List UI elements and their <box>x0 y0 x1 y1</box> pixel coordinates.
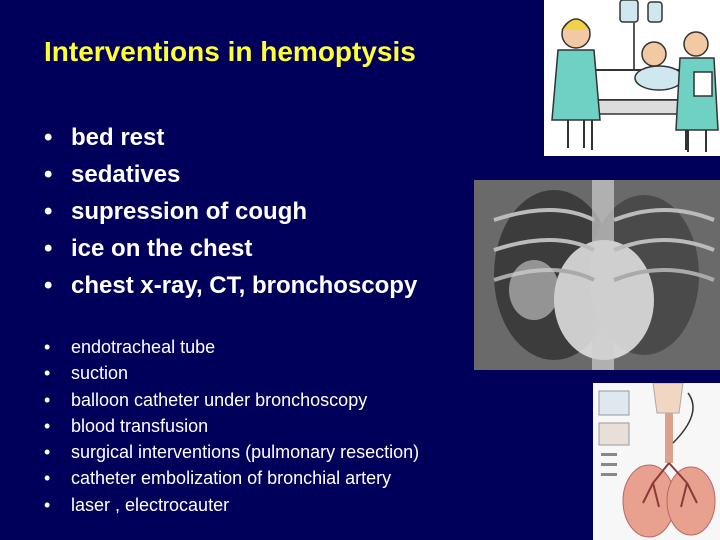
list-item-label: balloon catheter under bronchoscopy <box>71 389 368 410</box>
bullet-icon: • <box>44 124 53 151</box>
sub-bullet-list <box>44 334 419 518</box>
bullet-icon: • <box>44 363 51 384</box>
list-item-label: suction <box>71 363 129 384</box>
list-item <box>44 413 419 439</box>
list-item <box>44 439 419 465</box>
bullet-icon: • <box>44 337 51 357</box>
list-item <box>44 334 419 360</box>
lungs-bronchoscope-illustration <box>593 383 720 540</box>
bullet-icon: • <box>44 389 51 410</box>
list-item-label: surgical interventions (pulmonary resection) <box>71 442 420 463</box>
list-item <box>44 156 417 193</box>
bullet-icon: • <box>44 198 53 225</box>
hospital-scene-illustration <box>544 0 720 156</box>
list-item <box>44 230 417 267</box>
list-item <box>44 360 419 386</box>
list-item <box>44 387 419 413</box>
list-item-label: supression of cough <box>71 198 308 225</box>
list-item-label: laser , electrocauter <box>71 494 230 515</box>
bronchoscopy-diagram-image <box>593 383 720 540</box>
list-item-label: catheter embolization of bronchial artery <box>71 468 392 489</box>
main-bullet-list <box>44 119 417 304</box>
list-item-label: chest x-ray, CT, bronchoscopy <box>71 272 418 299</box>
hospital-cartoon-image <box>544 0 720 156</box>
list-item <box>44 119 417 156</box>
bullet-icon: • <box>44 161 53 188</box>
list-item <box>44 267 417 304</box>
bullet-icon: • <box>44 272 53 299</box>
list-item-label: endotracheal tube <box>71 337 216 357</box>
list-item <box>44 193 417 230</box>
list-item-label: ice on the chest <box>71 235 253 262</box>
bullet-icon: • <box>44 235 53 262</box>
slide-title: Interventions in hemoptysis <box>44 36 416 67</box>
list-item <box>44 492 419 518</box>
bullet-icon: • <box>44 415 51 436</box>
list-item-label: bed rest <box>71 124 165 151</box>
xray-illustration <box>474 180 720 370</box>
list-item <box>44 465 419 491</box>
bullet-icon: • <box>44 494 51 515</box>
chest-xray-image <box>474 180 720 370</box>
list-item-label: blood transfusion <box>71 415 209 436</box>
bullet-icon: • <box>44 442 51 463</box>
bullet-icon: • <box>44 468 51 489</box>
list-item-label: sedatives <box>71 161 181 188</box>
